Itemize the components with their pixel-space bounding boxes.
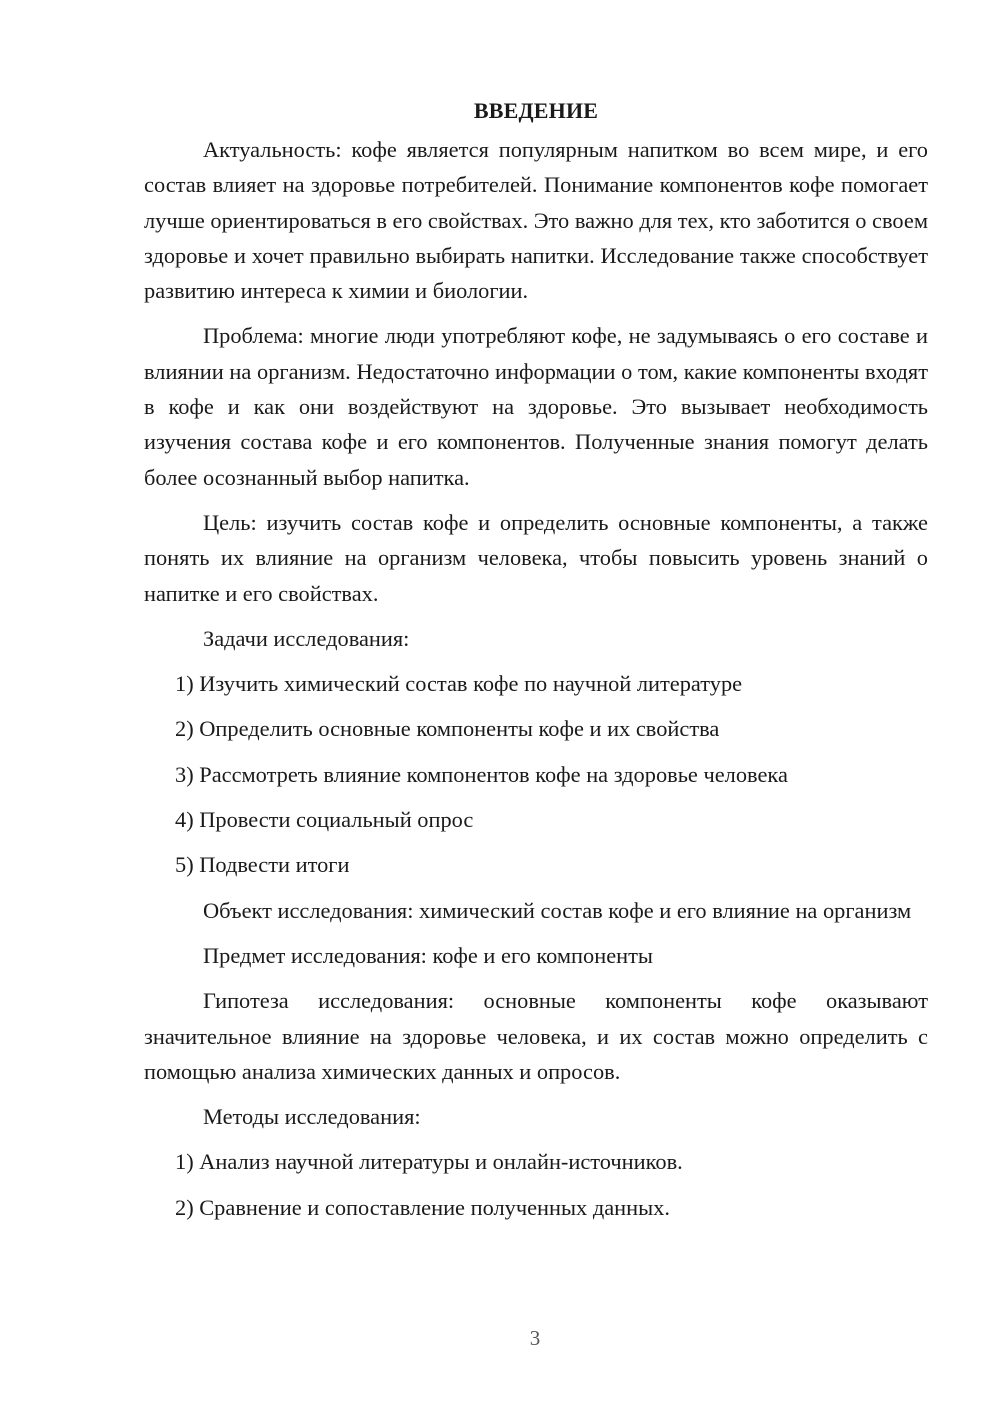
- method-item: 1) Анализ научной литературы и онлайн-источников.: [175, 1149, 683, 1175]
- tasks-heading: Задачи исследования:: [203, 625, 410, 651]
- goal-paragraph: Цель: изучить состав кофе и определить основные компоненты, а также понять их влияние на организм человека, чтобы повысить уровень знаний о напитке и его свойствах.: [144, 509, 928, 606]
- task-item: 4) Провести социальный опрос: [175, 807, 474, 833]
- task-item: 2) Определить основные компоненты кофе и их свойства: [175, 716, 720, 742]
- page-number: 3: [529, 1326, 541, 1350]
- task-item: 5) Подвести итоги: [175, 852, 350, 878]
- problem-paragraph: Проблема: многие люди употребляют кофе, не задумываясь о его составе и влиянии на организм. Недостаточно информации о том, какие компоненты входят в кофе и как они воздействуют на здоровье. Это вызывает необходимость изучения состава кофе и его компонентов. Полученные знания помогут делать более осознанный выбор напитка.: [144, 323, 928, 490]
- methods-heading: Методы исследования:: [203, 1104, 421, 1130]
- object-paragraph: Объект исследования: химический состав кофе и его влияние на организм: [203, 897, 912, 923]
- subject-paragraph: Предмет исследования: кофе и его компоненты: [203, 942, 653, 968]
- page-content: [144, 96, 928, 1235]
- relevance-paragraph: Актуальность: кофе является популярным напитком во всем мире, и его состав влияет на здоровье потребителей. Понимание компонентов кофе помогает лучше ориентироваться в его свойствах. Это важно для тех, кто заботится о своем здоровье и хочет правильно выбирать напитки. Исследование также способствует развитию интереса к химии и биологии.: [144, 137, 928, 304]
- task-item: 1) Изучить химический состав кофе по научной литературе: [175, 671, 743, 697]
- section-title: ВВЕДЕНИЕ: [473, 98, 599, 123]
- method-item: 2) Сравнение и сопоставление полученных данных.: [175, 1194, 670, 1220]
- hypothesis-paragraph: Гипотеза исследования: основные компоненты кофе оказывают значительное влияние на здоровье человека, и их состав можно определить с помощью анализа химических данных и опросов.: [144, 988, 928, 1084]
- task-item: 3) Рассмотреть влияние компонентов кофе на здоровье человека: [175, 761, 788, 787]
